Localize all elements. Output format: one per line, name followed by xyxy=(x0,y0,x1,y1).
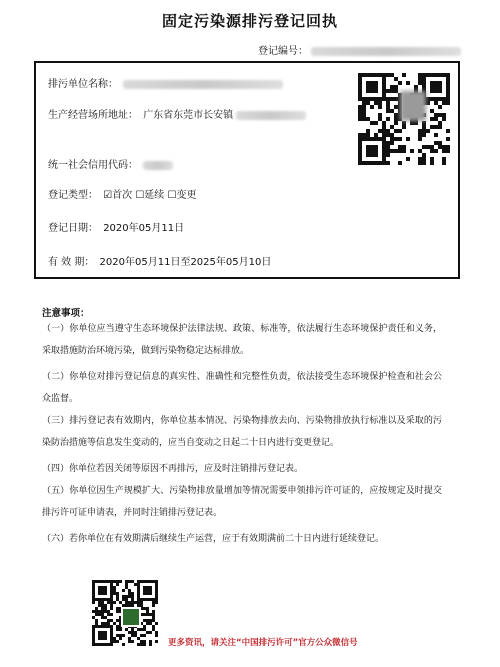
unit-name-redacted xyxy=(123,80,283,89)
address-value: 广东省东莞市长安镇 xyxy=(143,110,234,121)
unit-name-label: 排污单位名称： xyxy=(48,79,118,90)
registration-number xyxy=(258,42,461,57)
footer-note: 更多资讯，请关注“中国排污许可”官方公众微信号 xyxy=(168,638,358,648)
validity-label: 有 效 期： xyxy=(48,257,95,268)
validity-field xyxy=(48,253,271,268)
registration-info-box xyxy=(34,61,460,279)
registration-date-label: 登记日期： xyxy=(48,223,98,234)
qr-module xyxy=(155,643,158,646)
registration-date-value: 2020年05月11日 xyxy=(103,223,185,234)
validity-value: 2020年05月11日至2025年05月10日 xyxy=(99,257,272,268)
page-title: 固定污染源排污登记回执 xyxy=(161,12,338,30)
qr-module xyxy=(446,161,450,165)
notes-title: 注意事项： xyxy=(42,308,90,319)
registration-number-label: 登记编号： xyxy=(258,46,308,57)
address-label: 生产经营场所地址： xyxy=(48,110,138,121)
registration-type-label: 登记类型： xyxy=(48,190,98,201)
address-redacted xyxy=(236,111,306,120)
credit-code-field xyxy=(48,156,173,171)
registration-date-field xyxy=(48,219,184,234)
unit-name-field xyxy=(48,75,283,90)
note-item-3: （三）排污登记表有效期内，你单位基本情况、污染物排放去向、污染物排放执行标准以及采取的污染防治措施等信息发生变动的，应当自变动之日起二十日内进行变更登记。 xyxy=(42,416,442,448)
credit-code-redacted xyxy=(143,161,173,170)
note-item-6: （六）若你单位在有效期满后继续生产运营，应于有效期满前二十日内进行延续登记。 xyxy=(42,534,385,544)
registration-type-value: ☑首次 ☐延续 ☐变更 xyxy=(103,190,197,201)
note-item-4: （四）你单位若因关闭等原因不再排污，应及时注销排污登记表。 xyxy=(42,464,304,474)
address-field xyxy=(48,106,306,121)
registration-type-field xyxy=(48,186,196,201)
credit-code-label: 统一社会信用代码： xyxy=(48,160,138,171)
note-item-1: （一）你单位应当遵守生态环境保护法律法规、政策、标准等，依法履行生态环境保护责任和义务，采取措施防治环境污染，做到污染物稳定达标排放。 xyxy=(42,324,442,356)
note-item-2: （二）你单位对排污登记信息的真实性、准确性和完整性负责，依法接受生态环境保护检查和社会公众监督。 xyxy=(42,372,442,404)
note-item-5: （五）你单位因生产规模扩大、污染物排放量增加等情况需要申领排污许可证的，应按规定及时提交排污许可证申请表，并同时注销排污登记表。 xyxy=(42,486,442,518)
qr-code-redacted-area xyxy=(400,91,426,121)
wechat-logo-icon xyxy=(121,607,141,627)
registration-number-redacted xyxy=(311,47,461,56)
